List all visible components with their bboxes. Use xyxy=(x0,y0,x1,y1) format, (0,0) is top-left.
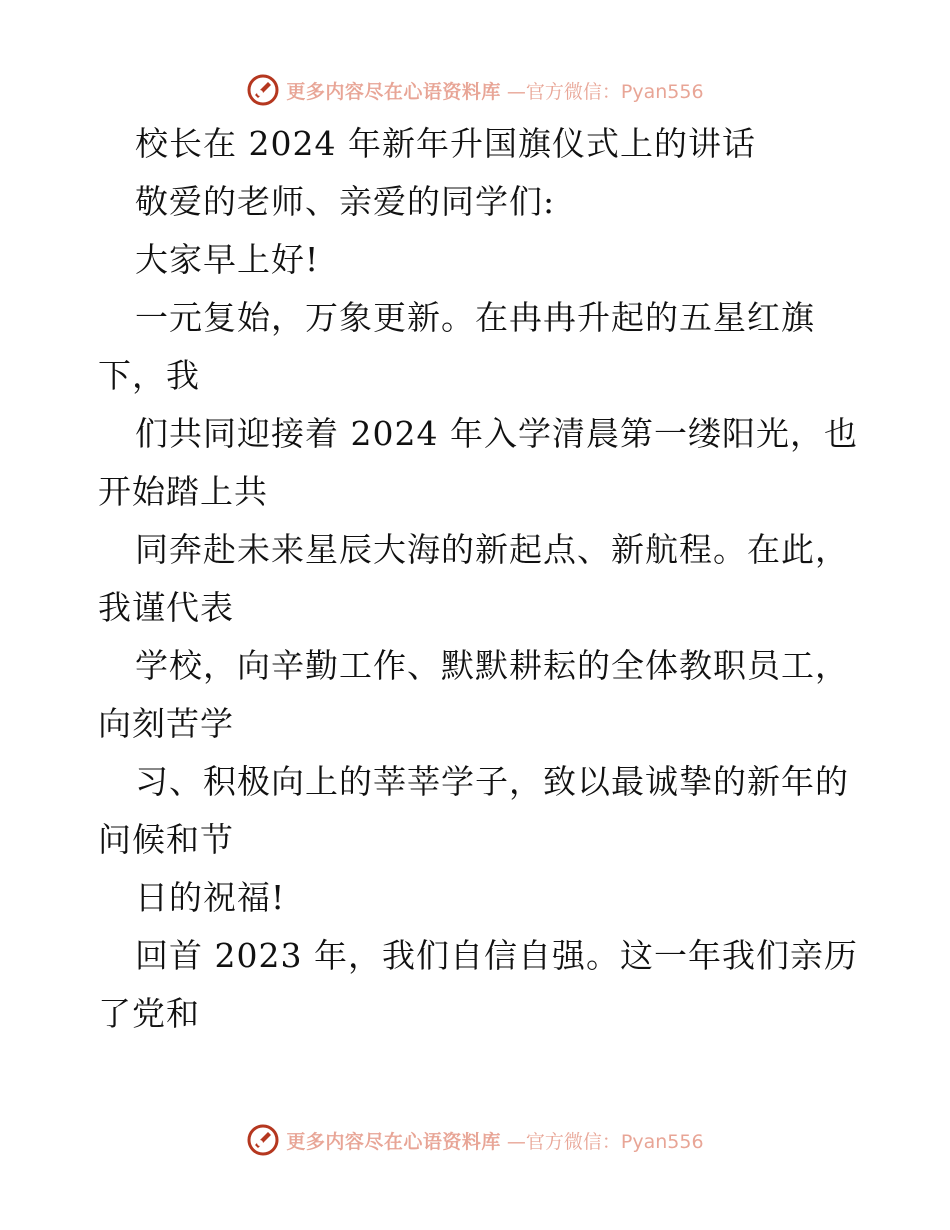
text-line: 开始踏上共 xyxy=(98,472,268,511)
text-line: 向刻苦学 xyxy=(98,704,234,743)
text-line: 了党和 xyxy=(98,994,200,1033)
text-line: 大家早上好! xyxy=(135,240,320,279)
text-line: 们共同迎接着 2024 年入学清晨第一缕阳光，也 xyxy=(135,414,858,453)
header-wechat-text: —官方微信：Pyan556 xyxy=(506,80,704,103)
text-line: 回首 2023 年，我们自信自强。这一年我们亲历 xyxy=(135,936,858,975)
brand-logo-icon xyxy=(246,1123,280,1157)
text-line: 日的祝福! xyxy=(135,878,286,917)
footer-wechat-text: —官方微信：Pyan556 xyxy=(506,1130,704,1153)
text-line: 问候和节 xyxy=(98,820,234,859)
text-line: 学校，向辛勤工作、默默耕耘的全体教职员工， xyxy=(135,646,849,685)
text-line: 敬爱的老师、亲爱的同学们: xyxy=(135,182,556,221)
footer-watermark-banner xyxy=(0,1120,950,1160)
header-brand-text: 更多内容尽在心语资料库 xyxy=(286,80,501,103)
brand-logo-icon xyxy=(246,73,280,107)
text-line: 习、积极向上的莘莘学子，致以最诚挚的新年的 xyxy=(135,762,849,801)
text-line: 同奔赴未来星辰大海的新起点、新航程。在此， xyxy=(135,530,849,569)
text-line: 一元复始，万象更新。在冉冉升起的五星红旗 xyxy=(135,298,815,337)
footer-brand-text: 更多内容尽在心语资料库 xyxy=(286,1130,501,1153)
text-line: 下，我 xyxy=(98,356,200,395)
text-line: 我谨代表 xyxy=(98,588,234,627)
header-watermark-banner xyxy=(0,70,950,110)
document-title: 校长在 2024 年新年升国旗仪式上的讲话 xyxy=(135,124,756,163)
